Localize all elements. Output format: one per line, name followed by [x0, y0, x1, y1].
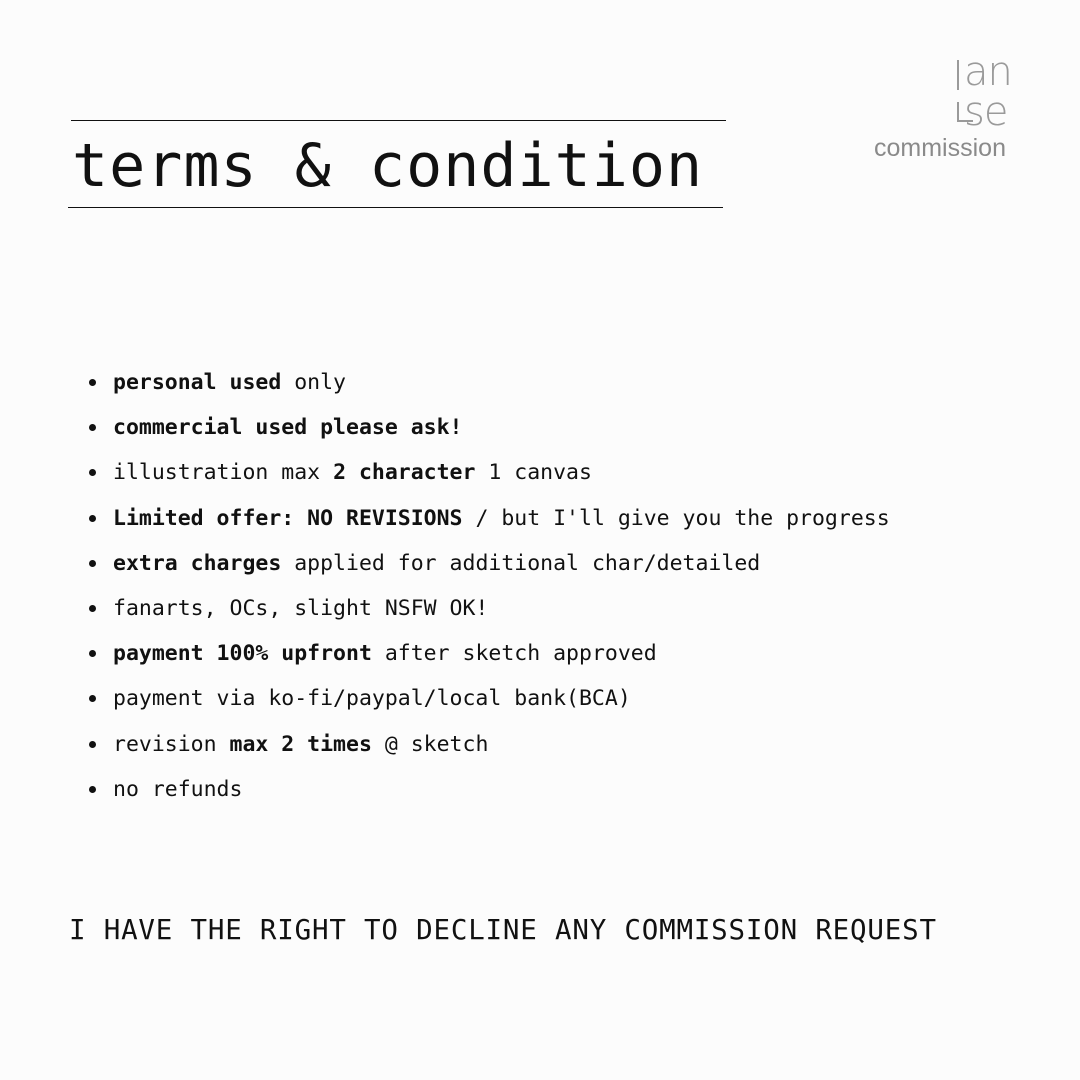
term-text: 1 canvas [475, 460, 592, 486]
bullet-icon [89, 786, 96, 793]
title-bottom-rule [68, 207, 723, 208]
decline-notice: I HAVE THE RIGHT TO DECLINE ANY COMMISSION REQUEST [69, 914, 937, 946]
terms-list [86, 360, 890, 812]
title-top-rule [71, 120, 726, 121]
term-emphasis: extra charges [113, 550, 282, 576]
list-item [86, 722, 890, 767]
page-title: terms & condition [72, 131, 704, 201]
term-text: revision [113, 731, 230, 757]
term-text: after sketch approved [371, 641, 657, 667]
term-text: payment via ko-fi/paypal/local bank(BCA) [113, 686, 631, 712]
bullet-icon [89, 379, 96, 386]
term-text: / but I'll give you the progress [462, 505, 890, 531]
logo-text-line1: an [964, 49, 1012, 95]
brand-subtitle: commission [874, 134, 1006, 162]
list-item [86, 676, 890, 721]
logo-bar-bottom [957, 102, 959, 120]
bullet-icon [89, 515, 96, 522]
term-emphasis: max 2 times [229, 731, 372, 757]
list-item [86, 496, 890, 541]
list-item [86, 450, 890, 495]
term-text: @ sketch [371, 731, 489, 757]
term-text: applied for additional char/detailed [281, 550, 761, 576]
bullet-icon [89, 424, 96, 431]
bullet-icon [89, 469, 96, 476]
list-item [86, 405, 890, 450]
list-item [86, 360, 890, 405]
list-item [86, 586, 890, 631]
term-emphasis: personal used [113, 370, 282, 395]
term-text: no refunds [113, 776, 243, 802]
bullet-icon [89, 605, 96, 612]
term-emphasis: commercial used please ask! [113, 415, 463, 441]
term-text: only [281, 370, 347, 395]
logo-text-line2: se [964, 89, 1008, 135]
term-text: fanarts, OCs, slight NSFW OK! [113, 595, 489, 621]
bullet-icon [89, 560, 96, 567]
list-item [86, 767, 890, 812]
list-item [86, 631, 890, 676]
bullet-icon [89, 650, 96, 657]
term-emphasis: 2 character [333, 460, 476, 486]
term-emphasis: Limited offer: NO REVISIONS [113, 505, 463, 531]
term-text: illustration max [113, 460, 334, 486]
brand-logo [950, 49, 1030, 135]
bullet-icon [89, 741, 96, 748]
bullet-icon [89, 695, 96, 702]
logo-bar-top [957, 60, 959, 90]
list-item [86, 541, 890, 586]
term-emphasis: payment 100% upfront [113, 641, 372, 667]
